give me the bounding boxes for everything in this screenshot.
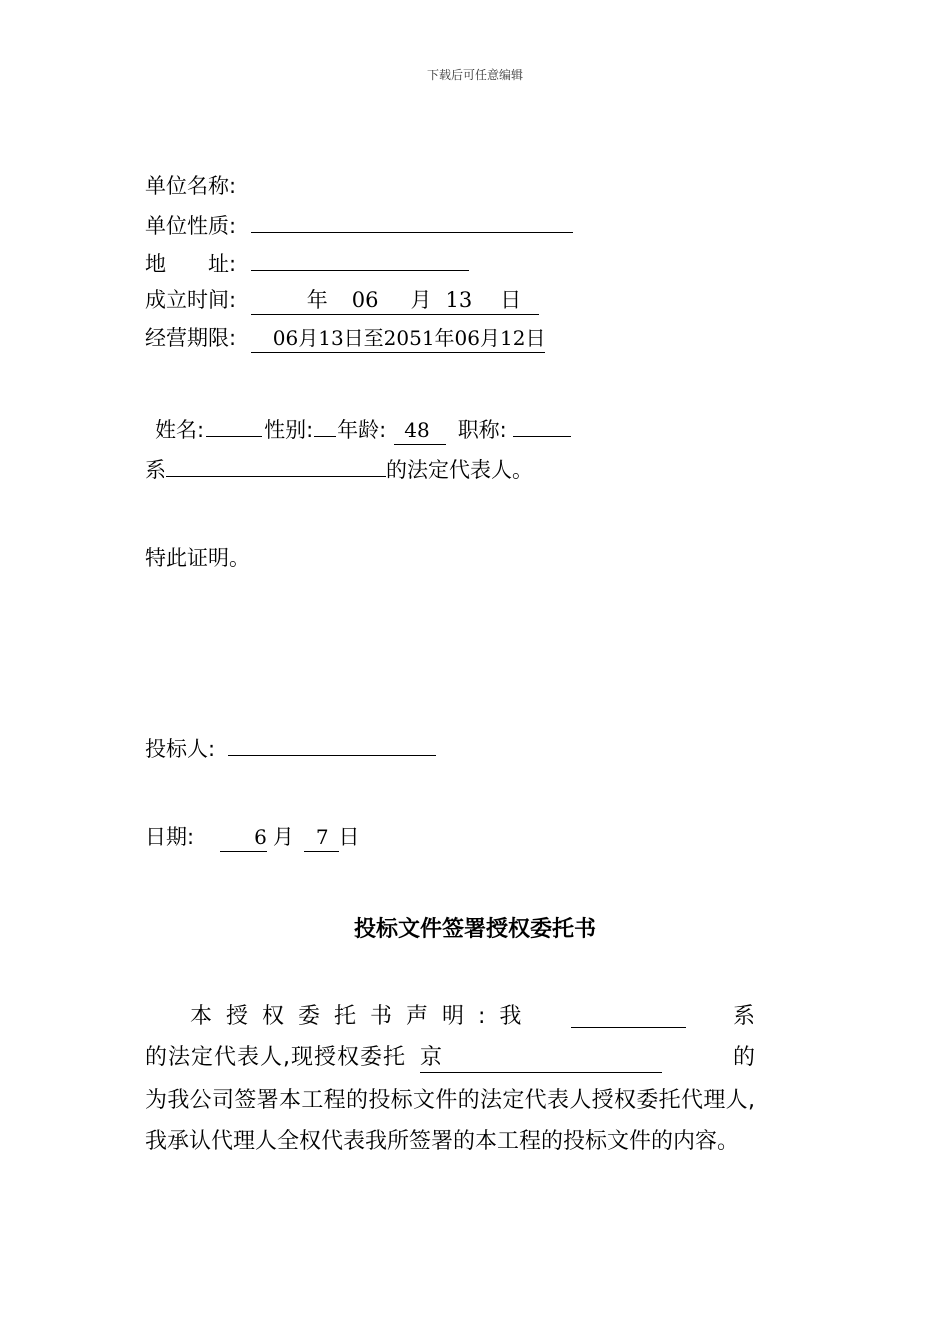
address-label: 地 址: bbox=[145, 252, 237, 276]
date-day-unit: 日 bbox=[338, 825, 360, 849]
date-month: 6 bbox=[220, 823, 267, 852]
term-row bbox=[145, 324, 545, 353]
certify-text: 特此证明。 bbox=[145, 546, 250, 570]
legal-rep-prefix: 系 bbox=[145, 458, 166, 482]
company-blank[interactable] bbox=[166, 454, 386, 477]
section-title: 投标文件签署授权委托书 bbox=[353, 917, 596, 942]
date-row bbox=[145, 823, 360, 852]
auth-text-2-end: 的 bbox=[733, 1045, 756, 1070]
name-label: 姓名: bbox=[155, 418, 205, 442]
auth-paragraph: 为我公司签署本工程的投标文件的法定代表人授权委托代理人,我承认代理人全权代表我所签署的本工程的投标文件的内容。 bbox=[145, 1088, 755, 1154]
age-value: 48 bbox=[394, 416, 445, 445]
established-day: 13 bbox=[445, 288, 473, 312]
title-blank[interactable] bbox=[513, 414, 571, 437]
auth-text-1: 本授权委托书声明:我 bbox=[190, 1004, 536, 1029]
established-year-unit: 年 bbox=[306, 288, 328, 312]
age-label: 年龄: bbox=[337, 418, 387, 442]
bidder-row bbox=[145, 733, 436, 763]
agent-value: 京 bbox=[420, 1044, 662, 1073]
legal-rep-row bbox=[145, 454, 533, 484]
date-day: 7 bbox=[304, 823, 339, 852]
unit-name-row bbox=[145, 172, 236, 200]
name-blank[interactable] bbox=[206, 414, 262, 437]
established-date-value bbox=[251, 286, 539, 315]
gender-label: 性别: bbox=[264, 418, 314, 442]
term-value: 06月13日至2051年06月12日 bbox=[251, 324, 546, 353]
auth-text-1-end: 系 bbox=[733, 1004, 756, 1029]
auth-text-2: 的法定代表人,现授权委托 bbox=[145, 1045, 406, 1070]
gender-blank[interactable] bbox=[314, 414, 336, 437]
established-label: 成立时间: bbox=[145, 288, 237, 312]
unit-name-label: 单位名称: bbox=[145, 174, 237, 198]
established-day-unit: 日 bbox=[500, 288, 522, 312]
term-label: 经营期限: bbox=[145, 326, 237, 350]
established-month-unit: 月 bbox=[410, 288, 432, 312]
bidder-blank[interactable] bbox=[228, 733, 436, 756]
unit-nature-blank[interactable] bbox=[251, 210, 573, 233]
page-header: 下载后可任意编辑 bbox=[426, 68, 523, 82]
principal-blank[interactable] bbox=[571, 1005, 686, 1028]
address-blank[interactable] bbox=[251, 248, 469, 271]
legal-rep-suffix: 的法定代表人。 bbox=[386, 458, 533, 482]
established-row bbox=[145, 286, 539, 315]
title-label: 职称: bbox=[457, 418, 507, 442]
person-row bbox=[155, 414, 571, 445]
unit-nature-row bbox=[145, 210, 573, 240]
date-label: 日期: bbox=[145, 825, 195, 849]
auth-line-1 bbox=[190, 1003, 535, 1031]
address-row bbox=[145, 248, 469, 278]
established-month: 06 bbox=[351, 288, 379, 312]
bidder-label: 投标人: bbox=[145, 737, 216, 761]
unit-nature-label: 单位性质: bbox=[145, 214, 237, 238]
auth-line-2 bbox=[145, 1044, 662, 1073]
date-month-unit: 月 bbox=[272, 825, 294, 849]
